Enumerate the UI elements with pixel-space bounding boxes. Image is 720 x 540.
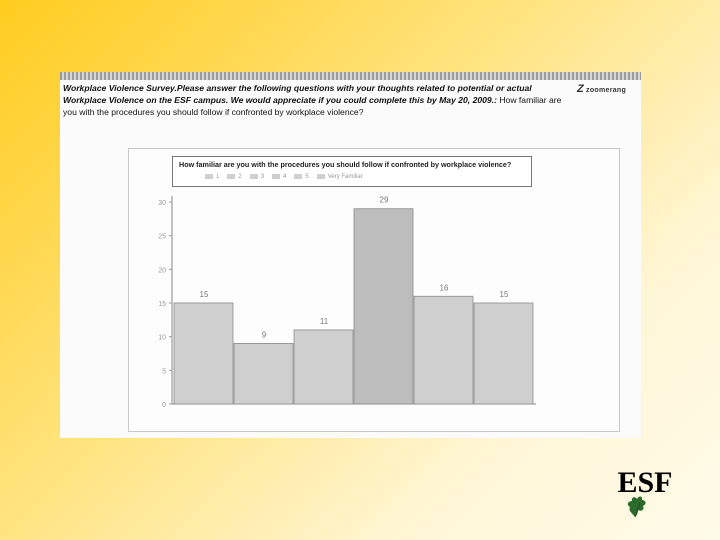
y-tick-label: 0: [162, 402, 166, 409]
legend-entry-label: 5: [305, 174, 309, 181]
esf-logo-text: ESF: [617, 466, 673, 499]
y-tick-label: 20: [158, 267, 166, 275]
survey-question: How familiar are you with the procedures you should follow if confronted by workplace violence?: [63, 95, 562, 117]
bar-value-label: 15: [499, 290, 509, 299]
zoomerang-mark: Z: [577, 83, 585, 95]
bar-chart: [60, 72, 641, 438]
bar: [234, 343, 293, 404]
bar: [174, 303, 233, 404]
bar: [414, 296, 473, 404]
bar: [474, 303, 533, 404]
y-tick-label: 10: [158, 334, 166, 342]
legend-entry-label: 4: [283, 174, 287, 181]
survey-screenshot: [60, 72, 641, 438]
oak-leaf-icon: [628, 496, 646, 517]
bar-value-label: 15: [199, 290, 209, 299]
y-tick-label: 25: [158, 233, 166, 241]
y-tick-label: 15: [158, 301, 166, 308]
legend-entry-label: 2: [238, 174, 242, 181]
survey-title: Workplace Violence Survey.Please answer the following questions with your thoughts related to potential or actual Workplace Violence on the ESF campus. We would appreciate if you could complete this by May 20, 2009.:: [63, 83, 532, 105]
esf-logo: [610, 465, 680, 521]
y-tick-label: 30: [158, 200, 166, 207]
legend-entry-label: 1: [216, 174, 220, 181]
y-tick-label: 5: [162, 368, 166, 376]
legend-entry-label: Very Familiar: [327, 174, 363, 181]
bar: [294, 330, 353, 404]
bar-value-label: 9: [261, 330, 267, 340]
bar-value-label: 11: [319, 316, 329, 326]
legend-entry-label: 3: [260, 174, 265, 181]
legend-title: How familiar are you with the procedures you should follow if confronted by workplace violence?: [179, 160, 512, 169]
bar-value-label: 29: [379, 195, 389, 205]
bar: [354, 209, 413, 404]
bar-value-label: 16: [439, 283, 449, 293]
zoomerang-text: zoomerang: [586, 87, 627, 94]
